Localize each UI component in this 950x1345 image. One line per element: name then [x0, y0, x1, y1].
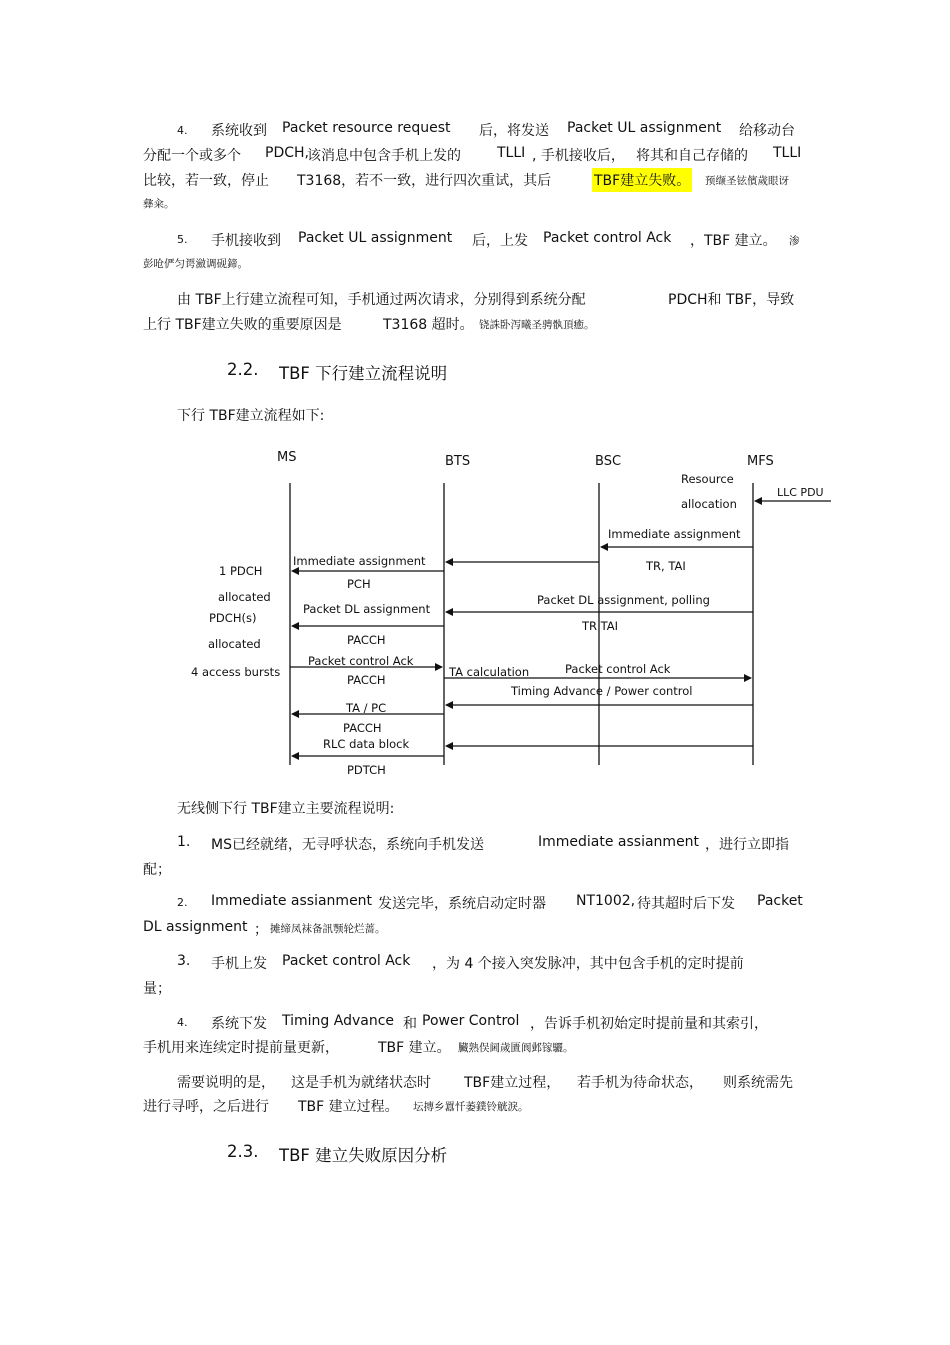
text: 系统下发 [211, 1016, 267, 1032]
text: 由 TBF上行建立流程可知，手机通过两次请求，分别得到系统分配 [177, 292, 586, 308]
text: Power Control [422, 1013, 520, 1029]
highlighted-text: TBF建立失败。 [592, 168, 692, 192]
entity-mfs: MFS [747, 454, 774, 469]
text: 后，上发 [472, 233, 528, 249]
text: 将其和自己存储的 [636, 148, 748, 164]
text: 后，将发送 [479, 123, 549, 139]
text: 需要说明的是， [177, 1075, 275, 1091]
text: 进行寻呼，之后进行 [143, 1099, 269, 1115]
label-rlc-block: RLC data block [323, 737, 410, 751]
text: Immediate assianment [211, 893, 373, 909]
list-number: 1. [177, 834, 191, 850]
text: TLLI [773, 145, 802, 161]
entity-bsc: BSC [595, 454, 622, 469]
text: 上行 TBF建立失败的重要原因是 [143, 317, 342, 333]
diagram-intro: 下行 TBF建立流程如下: [177, 408, 325, 424]
text: 这是手机为就绪状态时 [291, 1075, 431, 1091]
text: TBF建立过程， [464, 1075, 561, 1091]
text: Packet [757, 893, 803, 909]
text: Packet UL assignment [298, 230, 453, 246]
text: 彝籴。 [143, 198, 175, 210]
label-pdtch: PDTCH [347, 763, 386, 777]
list-number: 2. [177, 896, 188, 909]
section-number: 2.2. [227, 360, 259, 379]
text: Packet control Ack [543, 230, 672, 246]
list-number: 3. [177, 953, 191, 969]
text: Timing Advance [282, 1013, 395, 1029]
text: , 手机接收后， [532, 148, 625, 164]
dl-main-heading: 无线侧下行 TBF建立主要流程说明: [177, 801, 395, 817]
label-allocated-1: allocated [218, 590, 271, 604]
list-number: 4. [177, 124, 188, 137]
label-ta-calc: TA calculation [449, 665, 530, 679]
text: Packet control Ack [282, 953, 411, 969]
label-allocated-2: allocated [208, 637, 261, 651]
text: 摊缔凤袜备訊颚轮烂蔷。 [270, 923, 386, 935]
text: 则系统需先 [723, 1075, 793, 1091]
label-ta-power: Timing Advance / Power control [511, 684, 693, 698]
text: Immediate assianment [538, 834, 700, 850]
list-number: 4. [177, 1016, 188, 1029]
text: ，TBF 建立。 [690, 233, 777, 249]
text: ，进行立即指 [705, 837, 789, 853]
text: 系统收到 [211, 123, 267, 139]
label-llc-pdu: LLC PDU [777, 486, 824, 499]
text: ； [254, 922, 268, 938]
label-resource: Resource [681, 472, 734, 486]
section-title: TBF 下行建立流程说明 [279, 364, 448, 383]
label-pdchs: PDCH(s) [209, 611, 257, 625]
text: 手机上发 [211, 956, 267, 972]
text: TBF 建立过程。 [298, 1099, 399, 1115]
text: 若手机为待命状态， [577, 1075, 703, 1091]
text: Packet UL assignment [567, 120, 722, 136]
section-title: TBF 建立失败原因分析 [279, 1146, 448, 1165]
label-1-pdch: 1 PDCH [219, 564, 263, 578]
text: TLLI [497, 145, 526, 161]
text: PDCH, [265, 145, 309, 161]
text: Packet resource request [282, 120, 451, 136]
text: 配； [143, 862, 171, 878]
label-imm-assign-bsc: Immediate assignment [608, 527, 741, 541]
text: ，告诉手机初始定时提前量和其索引， [530, 1016, 768, 1032]
text: 彭呛俨匀谔瀲调砚鍗。 [143, 258, 248, 270]
text: 预缬圣铉儐歲眼讶 [705, 175, 789, 187]
text: 臟熟俣阃歲匱阆邺镓驪。 [458, 1042, 574, 1054]
label-pkt-ctrl-ack-ms: Packet control Ack [308, 654, 414, 668]
text: T3168 超时。 [383, 317, 474, 333]
label-4-access-bursts: 4 access bursts [191, 665, 281, 679]
text: 该消息中包含手机上发的 [307, 148, 461, 164]
text: 分配一个或多个 [143, 148, 241, 164]
text: 渗 [789, 235, 800, 247]
text: 手机用来连续定时提前量更新， [143, 1040, 339, 1056]
label-allocation: allocation [681, 497, 737, 511]
label-pkt-dl-bts: Packet DL assignment [303, 602, 431, 616]
label-pkt-ctrl-ack-bts: Packet control Ack [565, 662, 671, 676]
text: T3168，若不一致，进行四次重试，其后 [297, 173, 552, 189]
text: PDCH和 TBF，导致 [668, 292, 795, 308]
label-pacch-3: PACCH [343, 721, 382, 735]
label-pacch-1: PACCH [347, 633, 386, 647]
label-tr-tai-2: TR TAI [582, 619, 619, 633]
text: 量； [143, 981, 171, 997]
text: 发送完毕，系统启动定时器 [378, 896, 546, 912]
text: 给移动台 [739, 123, 795, 139]
list-number: 5. [177, 233, 188, 246]
entity-ms: MS [277, 450, 297, 465]
label-pch: PCH [347, 577, 371, 591]
entity-bts: BTS [445, 454, 471, 469]
label-imm-assign-bts: Immediate assignment [293, 554, 426, 568]
text: MS已经就绪，无寻呼状态，系统向手机发送 [211, 837, 484, 853]
label-pkt-dl-mfs: Packet DL assignment, polling [537, 593, 710, 607]
section-number: 2.3. [227, 1142, 259, 1161]
text: 比较，若一致，停止 [143, 173, 269, 189]
text: NT1002, [576, 893, 636, 909]
text: 手机接收到 [211, 233, 281, 249]
text: 和 [403, 1016, 417, 1032]
text: TBF 建立。 [378, 1040, 451, 1056]
label-ta-pc: TA / PC [346, 701, 387, 715]
label-pacch-2: PACCH [347, 673, 386, 687]
text: DL assignment [143, 919, 248, 935]
text: 待其超时后下发 [637, 896, 735, 912]
text: 铙誅卧泻曦圣骋骫頂癒。 [479, 319, 595, 331]
label-tr-tai-1: TR, TAI [646, 559, 686, 573]
text: ，为 4 个接入突发脉冲，其中包含手机的定时提前 [432, 956, 744, 972]
text: 坛摶乡囂忏萎鏷铃觥淚。 [413, 1101, 529, 1113]
